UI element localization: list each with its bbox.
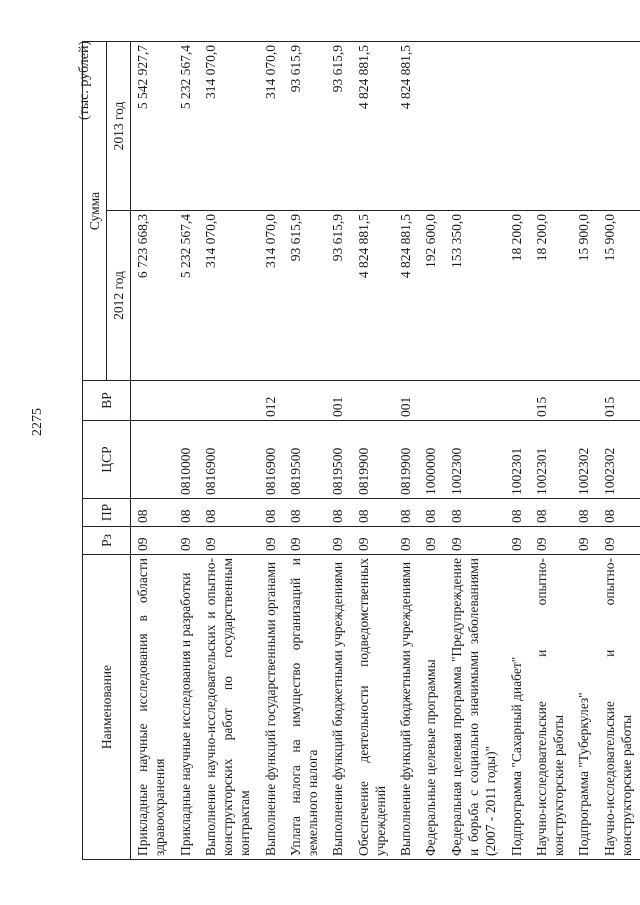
header-name: Наименование	[83, 555, 131, 860]
row-sum-2012: 4 824 881,5	[394, 211, 419, 381]
row-sum-2013: 5 542 927,7	[131, 41, 174, 210]
row-rz: 09	[394, 527, 419, 555]
table-row	[505, 41, 530, 859]
row-sum-2012: 314 070,0	[259, 211, 284, 381]
row-sum-2013: 93 615,9	[284, 41, 327, 210]
header-csr: ЦСР	[83, 421, 131, 499]
row-csr: 1002301	[530, 421, 573, 499]
row-vr	[199, 381, 259, 421]
row-vr	[445, 381, 505, 421]
row-rz: 09	[199, 527, 259, 555]
row-sum-2013	[572, 41, 597, 210]
row-vr	[284, 381, 327, 421]
row-rz: 09	[174, 527, 199, 555]
row-csr: 1002300	[445, 421, 505, 499]
row-name: Выполнение функций бюджетными учреждениями	[326, 555, 351, 860]
row-name: Прикладные научные исследования в области здравоохранения	[131, 555, 174, 860]
row-pr: 08	[284, 499, 327, 527]
row-sum-2013	[505, 41, 530, 210]
row-sum-2013	[445, 41, 505, 210]
table-row	[131, 41, 174, 859]
row-rz: 09	[530, 527, 573, 555]
rotated-table-stage	[82, 42, 634, 860]
row-sum-2012: 4 824 881,5	[352, 211, 395, 381]
row-vr: 015	[530, 381, 573, 421]
row-sum-2013: 314 070,0	[259, 41, 284, 210]
table-row	[284, 41, 327, 859]
row-csr: 0819900	[394, 421, 419, 499]
row-sum-2012: 15 900,0	[598, 211, 640, 381]
row-sum-2012: 18 200,0	[530, 211, 573, 381]
row-csr: 1002301	[505, 421, 530, 499]
row-vr: 001	[326, 381, 351, 421]
row-sum-2013: 5 232 567,4	[174, 41, 199, 210]
row-rz: 09	[131, 527, 174, 555]
row-csr: 1002302	[572, 421, 597, 499]
header-rz: Рз	[83, 527, 131, 555]
row-rz: 09	[505, 527, 530, 555]
table-row	[259, 41, 284, 859]
row-sum-2012: 15 900,0	[572, 211, 597, 381]
header-year-2013: 2013 год	[107, 41, 131, 210]
row-sum-2012: 6 723 668,3	[131, 211, 174, 381]
row-name: Выполнение функций бюджетными учреждениями	[394, 555, 419, 860]
row-csr: 1000000	[419, 421, 444, 499]
row-rz: 09	[284, 527, 327, 555]
row-sum-2013	[598, 41, 640, 210]
row-sum-2013	[530, 41, 573, 210]
row-pr: 08	[352, 499, 395, 527]
row-pr: 08	[530, 499, 573, 527]
row-pr: 08	[445, 499, 505, 527]
row-pr: 08	[572, 499, 597, 527]
row-sum-2012: 314 070,0	[199, 211, 259, 381]
row-sum-2012: 93 615,9	[284, 211, 327, 381]
row-pr: 08	[598, 499, 640, 527]
row-sum-2013: 4 824 881,5	[352, 41, 395, 210]
row-pr: 08	[259, 499, 284, 527]
row-vr	[131, 381, 174, 421]
row-name: Федеральная целевая программа "Предупреждение и борьба с социально значимыми заболеваниями (2007 - 2011 годы)"	[445, 555, 505, 860]
row-pr: 08	[419, 499, 444, 527]
row-pr: 08	[394, 499, 419, 527]
row-vr: 012	[259, 381, 284, 421]
row-pr: 08	[174, 499, 199, 527]
row-pr: 08	[131, 499, 174, 527]
row-sum-2012: 153 350,0	[445, 211, 505, 381]
row-csr: 0810000	[174, 421, 199, 499]
row-name: Научно-исследовательские и опытно-конструкторские работы	[598, 555, 640, 860]
row-pr: 08	[505, 499, 530, 527]
row-name: Научно-исследовательские и опытно-конструкторские работы	[530, 555, 573, 860]
row-sum-2012: 18 200,0	[505, 211, 530, 381]
row-pr: 08	[326, 499, 351, 527]
row-vr	[174, 381, 199, 421]
row-name: Обеспечение деятельности подведомственных учреждений	[352, 555, 395, 860]
row-pr: 08	[199, 499, 259, 527]
row-csr: 0819500	[284, 421, 327, 499]
row-rz: 09	[598, 527, 640, 555]
row-csr: 0816900	[199, 421, 259, 499]
row-name: Подпрограмма "Сахарный диабет"	[505, 555, 530, 860]
row-vr: 001	[394, 381, 419, 421]
row-vr	[352, 381, 395, 421]
row-name: Прикладные научные исследования и разработки	[174, 555, 199, 860]
table-row	[174, 41, 199, 859]
table-row	[598, 41, 640, 859]
table-row	[352, 41, 395, 859]
page-number: 2275	[30, 408, 45, 436]
header-vr: ВР	[83, 381, 131, 421]
row-name: Уплата налога на имущество организаций и земельного налога	[284, 555, 327, 860]
row-sum-2013	[419, 41, 444, 210]
row-rz: 09	[445, 527, 505, 555]
row-sum-2012: 5 232 567,4	[174, 211, 199, 381]
header-pr: ПР	[83, 499, 131, 527]
row-rz: 09	[326, 527, 351, 555]
row-sum-2013: 314 070,0	[199, 41, 259, 210]
header-sum: Сумма	[83, 41, 107, 380]
row-rz: 09	[259, 527, 284, 555]
row-name: Федеральные целевые программы	[419, 555, 444, 860]
budget-table	[82, 41, 640, 860]
table-row	[199, 41, 259, 859]
row-sum-2013: 93 615,9	[326, 41, 351, 210]
row-sum-2012: 192 600,0	[419, 211, 444, 381]
header-year-2012: 2012 год	[107, 211, 131, 381]
table-row	[572, 41, 597, 859]
table-row	[445, 41, 505, 859]
row-name: Выполнение функций государственными органами	[259, 555, 284, 860]
row-csr	[131, 421, 174, 499]
row-vr	[505, 381, 530, 421]
row-csr: 0819500	[326, 421, 351, 499]
row-sum-2012: 93 615,9	[326, 211, 351, 381]
table-row	[419, 41, 444, 859]
row-sum-2013: 4 824 881,5	[394, 41, 419, 210]
units-label: (тыс. рублей)	[77, 40, 92, 120]
table-row	[394, 41, 419, 859]
row-csr: 0816900	[259, 421, 284, 499]
row-rz: 09	[572, 527, 597, 555]
row-name: Подпрограмма "Туберкулез"	[572, 555, 597, 860]
row-vr: 015	[598, 381, 640, 421]
row-name: Выполнение научно-исследовательских и опытно-конструкторских работ по государственным контрактам	[199, 555, 259, 860]
table-row	[326, 41, 351, 859]
row-vr	[419, 381, 444, 421]
table-row	[530, 41, 573, 859]
row-rz: 09	[419, 527, 444, 555]
table-body	[131, 41, 640, 859]
row-vr	[572, 381, 597, 421]
row-csr: 1002302	[598, 421, 640, 499]
row-rz: 09	[352, 527, 395, 555]
row-csr: 0819900	[352, 421, 395, 499]
